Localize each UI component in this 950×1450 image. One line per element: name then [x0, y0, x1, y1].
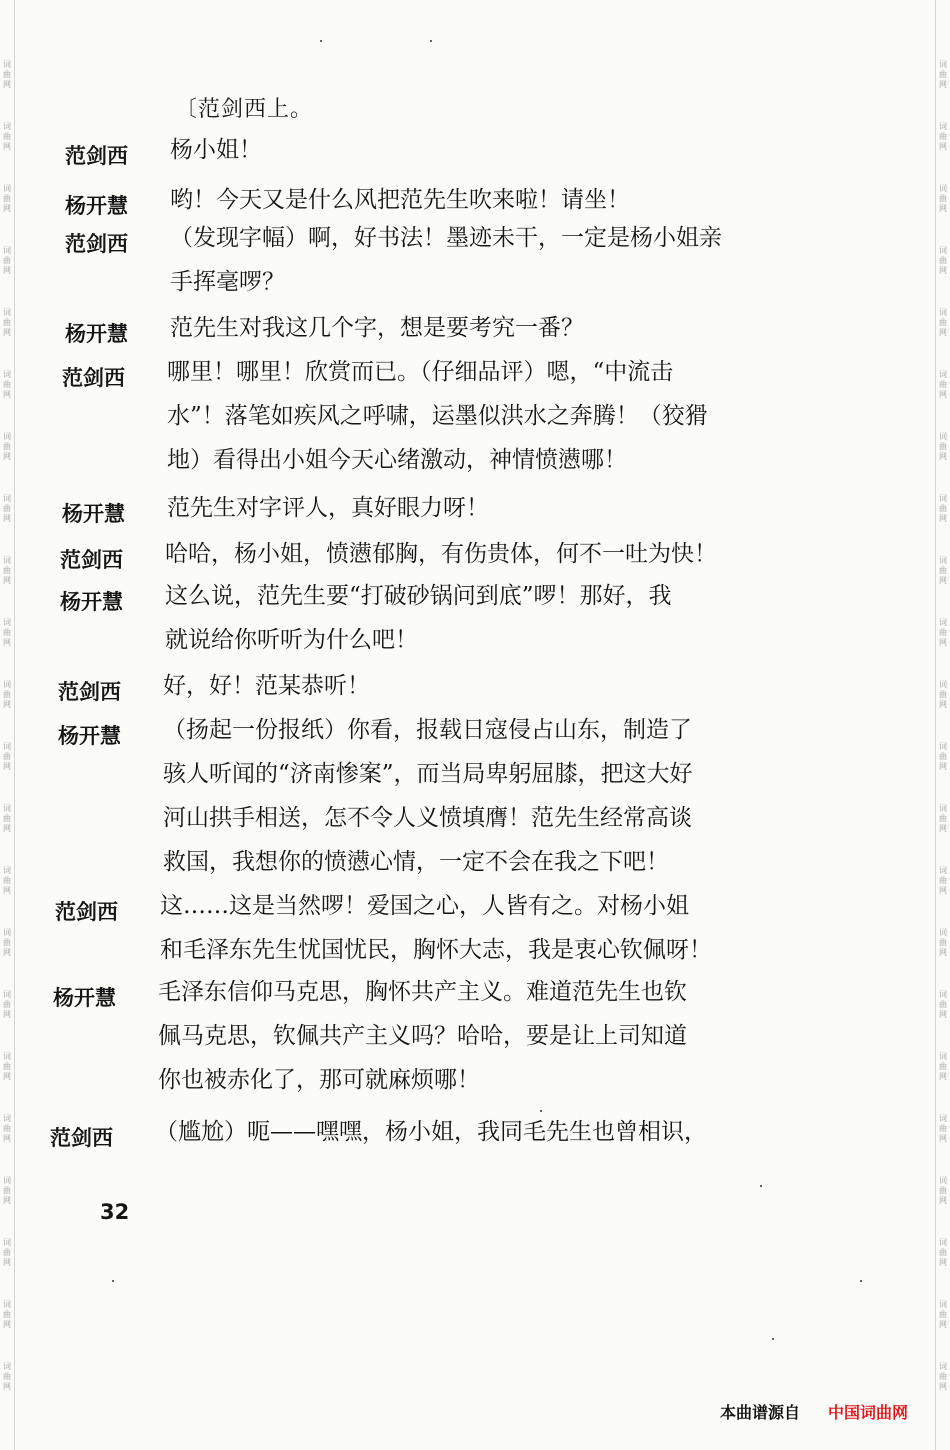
watermark-text: 词曲网 [939, 432, 947, 461]
dialogue-line: 好，好！范某恭听！ [163, 673, 370, 699]
dialogue-line: （发现字幅）啊，好书法！墨迹未干，一定是杨小姐亲 [170, 225, 722, 251]
watermark-text: 词曲网 [3, 432, 11, 461]
watermark-text: 词曲网 [3, 1238, 11, 1267]
speaker-name: 范剑西 [65, 144, 128, 168]
watermark-text: 词曲网 [939, 742, 947, 771]
watermark-text: 词曲网 [3, 928, 11, 957]
stage-direction: 〔范剑西上。 [175, 97, 314, 122]
watermark-text: 词曲网 [3, 618, 11, 647]
watermark-text: 词曲网 [939, 804, 947, 833]
dialogue-line: 范先生对字评人，真好眼力呀！ [167, 495, 489, 521]
watermark-text: 词曲网 [939, 1114, 947, 1143]
page-number: 32 [100, 1200, 130, 1224]
speaker-name: 杨开慧 [58, 724, 121, 748]
dialogue-line: 地）看得出小姐今天心绪激动，神情愤懑哪！ [167, 447, 627, 473]
scan-speck [760, 1185, 762, 1187]
dialogue-line: 河山拱手相送，怎不令人义愤填膺！范先生经常高谈 [163, 805, 692, 831]
dialogue-line: 骇人听闻的“济南惨案”，而当局卑躬屈膝，把这大好 [163, 761, 693, 787]
watermark-text: 词曲网 [3, 308, 11, 337]
watermark-text: 词曲网 [3, 1176, 11, 1205]
watermark-text: 词曲网 [939, 1300, 947, 1329]
dialogue-line: （扬起一份报纸）你看，报载日寇侵占山东，制造了 [163, 717, 692, 743]
watermark-text: 词曲网 [939, 246, 947, 275]
watermark-text: 词曲网 [3, 556, 11, 585]
speaker-name: 杨开慧 [65, 194, 128, 218]
watermark-text: 词曲网 [3, 804, 11, 833]
speaker-name: 范剑西 [50, 1126, 113, 1150]
speaker-name: 杨开慧 [60, 590, 123, 614]
watermark-text: 词曲网 [3, 122, 11, 151]
watermark-text: 词曲网 [3, 1362, 11, 1391]
watermark-text: 词曲网 [3, 370, 11, 399]
speaker-name: 范剑西 [60, 548, 123, 572]
watermark-text: 词曲网 [3, 990, 11, 1019]
dialogue-line: 佩马克思，钦佩共产主义吗？哈哈，要是让上司知道 [158, 1023, 687, 1049]
watermark-text: 词曲网 [939, 866, 947, 895]
speaker-name: 杨开慧 [65, 322, 128, 346]
dialogue-line: 你也被赤化了，那可就麻烦哪！ [158, 1067, 480, 1093]
dialogue-line: （尴尬）呃——嘿嘿，杨小姐，我同毛先生也曾相识， [155, 1119, 707, 1145]
watermark-text: 词曲网 [939, 928, 947, 957]
watermark-text: 词曲网 [939, 308, 947, 337]
speaker-name: 范剑西 [58, 680, 121, 704]
watermark-text: 词曲网 [939, 494, 947, 523]
watermark-text: 词曲网 [939, 680, 947, 709]
watermark-text: 词曲网 [939, 1176, 947, 1205]
dialogue-line: 范先生对我这几个字，想是要考究一番？ [170, 315, 584, 341]
speaker-name: 范剑西 [62, 366, 125, 390]
dialogue-line: 就说给你听听为什么吧！ [165, 627, 418, 653]
watermark-text: 词曲网 [939, 618, 947, 647]
watermark-text: 词曲网 [939, 60, 947, 89]
speaker-name: 范剑西 [55, 900, 118, 924]
scan-speck [540, 1110, 542, 1112]
speaker-name: 杨开慧 [53, 986, 116, 1010]
watermark-text: 词曲网 [3, 246, 11, 275]
watermark-text: 词曲网 [3, 742, 11, 771]
watermark-text: 词曲网 [939, 122, 947, 151]
watermark-text: 词曲网 [939, 1238, 947, 1267]
watermark-text: 词曲网 [939, 184, 947, 213]
dialogue-line: 救国，我想你的愤懑心情，一定不会在我之下吧！ [163, 849, 669, 875]
watermark-text: 词曲网 [3, 184, 11, 213]
scan-speck [320, 40, 322, 42]
dialogue-line: 哪里！哪里！欣赏而已。（仔细品评）嗯，“中流击 [167, 359, 674, 385]
dialogue-line: 这……这是当然啰！爱国之心，人皆有之。对杨小姐 [160, 893, 689, 919]
scan-speck [112, 1280, 114, 1282]
watermark-text: 词曲网 [3, 60, 11, 89]
speaker-name: 杨开慧 [62, 502, 125, 526]
watermark-text: 词曲网 [939, 1052, 947, 1081]
scan-speck [772, 1338, 774, 1340]
watermark-text: 词曲网 [3, 1114, 11, 1143]
watermark-text: 词曲网 [3, 1300, 11, 1329]
dialogue-line: 和毛泽东先生忧国忧民，胸怀大志，我是衷心钦佩呀！ [160, 937, 712, 963]
dialogue-line: 手挥毫啰？ [170, 269, 285, 295]
watermark-text: 词曲网 [3, 1052, 11, 1081]
dialogue-line: 哈哈，杨小姐，愤懑郁胸，有伤贵体，何不一吐为快！ [165, 541, 717, 567]
watermark-text: 词曲网 [3, 494, 11, 523]
watermark-text: 词曲网 [939, 556, 947, 585]
dialogue-line: 杨小姐！ [170, 137, 262, 163]
dialogue-line: 这么说，范先生要“打破砂锅问到底”啰！那好，我 [165, 583, 672, 609]
dialogue-line: 哟！今天又是什么风把范先生吹来啦！请坐！ [170, 187, 630, 213]
scan-speck [430, 40, 432, 42]
scan-speck [860, 1280, 862, 1282]
footer-site-name: 中国词曲网 [828, 1403, 909, 1422]
watermark-text: 词曲网 [939, 990, 947, 1019]
watermark-text: 词曲网 [939, 1362, 947, 1391]
speaker-name: 范剑西 [65, 232, 128, 256]
dialogue-line: 毛泽东信仰马克思，胸怀共产主义。难道范先生也钦 [158, 979, 687, 1005]
watermark-text: 词曲网 [3, 866, 11, 895]
watermark-text: 词曲网 [3, 680, 11, 709]
footer-source-label: 本曲谱源自 [720, 1403, 801, 1422]
dialogue-line: 水”！落笔如疾风之呼啸，运墨似洪水之奔腾！（狡猾 [167, 403, 708, 429]
watermark-text: 词曲网 [939, 370, 947, 399]
